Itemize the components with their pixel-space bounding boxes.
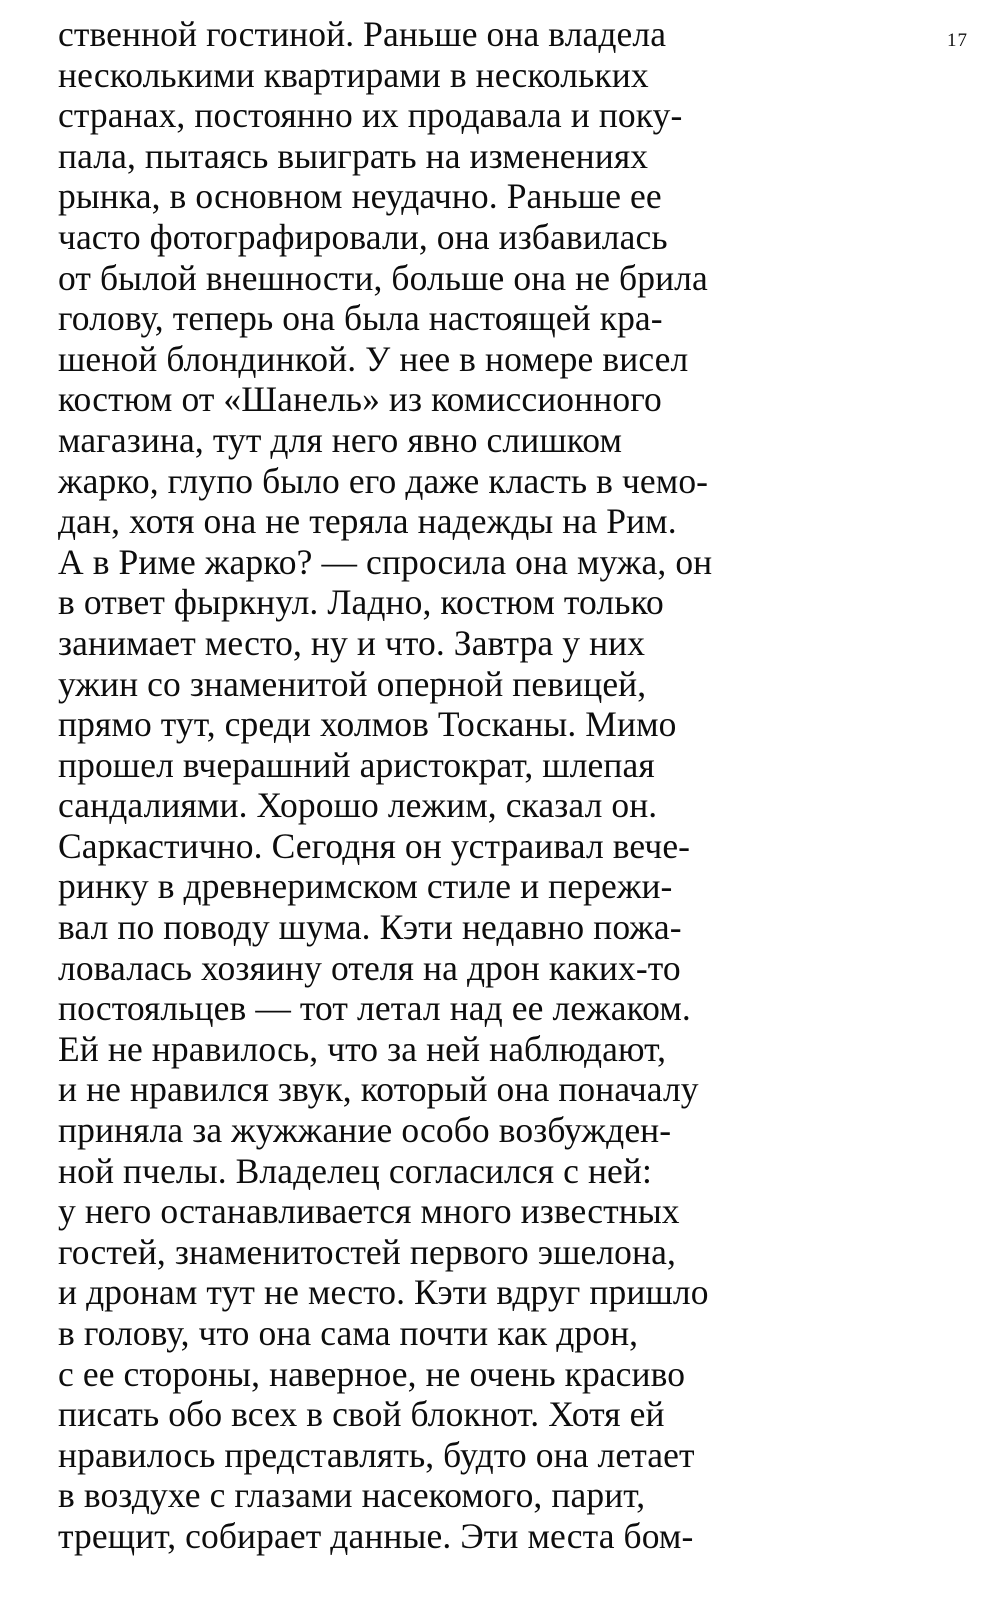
text-line: от былой внешности, больше она не брила [58, 257, 708, 298]
text-line: ственной гостиной. Раньше она владела [58, 14, 667, 54]
text-line: ужин со знаменитой оперной певицей, [58, 663, 647, 704]
text-line: ловалась хозяину отеля на дрон каких-то [58, 947, 681, 988]
text-line: вал по поводу шума. Кэти недавно пожа- [58, 907, 682, 948]
text-line: в ответ фыркнул. Ладно, костюм только [58, 582, 664, 623]
text-line: Саркастично. Сегодня он устраивал вече- [58, 825, 691, 866]
page-number: 17 [947, 30, 968, 51]
body-text [58, 14, 898, 1557]
text-line: голову, теперь она была настоящей кра- [58, 298, 663, 339]
text-line: прошел вчерашний аристократ, шлепая [58, 744, 655, 785]
text-line: у него останавливается много известных [58, 1191, 680, 1232]
text-line: постояльцев — тот летал над ее лежаком. [58, 988, 691, 1029]
text-line: дан, хотя она не теряла надежды на Рим. [58, 501, 677, 542]
text-line: в голову, что она сама почти как дрон, [58, 1313, 639, 1353]
text-line: магазина, тут для него явно слишком [58, 419, 623, 460]
text-line: занимает место, ну и что. Завтра у них [58, 622, 646, 663]
text-line: пала, пытаясь выиграть на изменениях [58, 135, 649, 176]
text-line: и дронам тут не место. Кэти вдруг пришло [58, 1272, 709, 1313]
text-line: нравилось представлять, будто она летает [58, 1434, 695, 1475]
text-line: рынка, в основном неудачно. Раньше ее [58, 176, 662, 217]
text-line: трещит, собирает данные. Эти места бом- [58, 1515, 694, 1556]
text-line: в воздухе с глазами насекомого, парит, [58, 1475, 646, 1516]
text-line: ной пчелы. Владелец согласился с ней: [58, 1150, 652, 1191]
text-line: ринку в древнеримском стиле и пережи- [58, 866, 673, 907]
text-line: костюм от «Шанель» из комиссионного [58, 379, 662, 420]
text-line: часто фотографировали, она избавилась [58, 216, 668, 257]
text-line: писать обо всех в свой блокнот. Хотя ей [58, 1394, 665, 1435]
text-line: сандалиями. Хорошо лежим, сказал он. [58, 785, 658, 826]
text-line: с ее стороны, наверное, не очень красиво [58, 1353, 686, 1394]
text-line: прямо тут, среди холмов Тосканы. Мимо [58, 704, 677, 745]
text-line: несколькими квартирами в нескольких [58, 54, 649, 95]
text-line: шеной блондинкой. У нее в номере висел [58, 338, 689, 379]
text-line: жарко, глупо было его даже класть в чемо- [58, 460, 709, 501]
text-line: А в Риме жарко? — спросила она мужа, он [58, 541, 713, 582]
text-line: гостей, знаменитостей первого эшелона, [58, 1231, 676, 1272]
text-line: и не нравился звук, который она поначалу [58, 1069, 699, 1110]
text-line: приняла за жужжание особо возбужден- [58, 1110, 672, 1151]
text-line: Ей не нравилось, что за ней наблюдают, [58, 1028, 667, 1069]
text-line: странах, постоянно их продавала и поку- [58, 95, 683, 136]
